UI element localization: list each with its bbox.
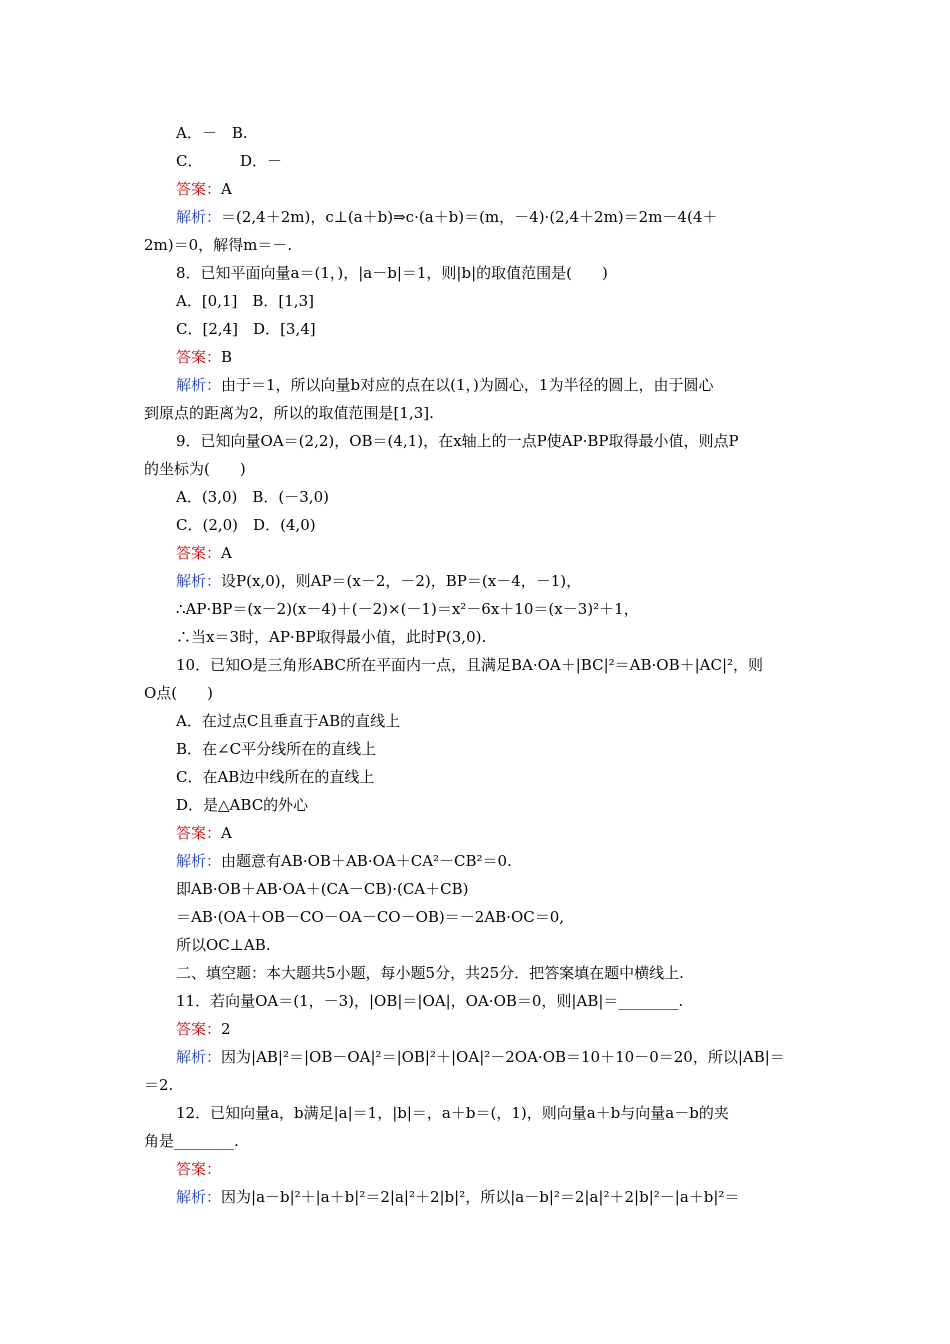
q7-exp1: ＝(2,4＋2m)，c⊥(a＋b)⇒c·(a＋b)＝(m，－4)·(2,4＋2m)＝2m－4(4＋ xyxy=(221,208,718,226)
explanation-label: 解析： xyxy=(176,1188,222,1206)
q11-answer-value: 2 xyxy=(221,1020,231,1038)
q7-options-ab: A．－ B. xyxy=(176,124,248,142)
q7-explanation-line1 xyxy=(176,207,717,227)
q7-explanation-line2: 2m)＝0，解得m＝－. xyxy=(144,236,293,254)
q10-answer xyxy=(176,823,232,843)
q9-options-cd: C．(2,0) D．(4,0) xyxy=(176,516,316,534)
q10-explanation-line4: 所以OC⊥AB. xyxy=(176,936,271,954)
q12-answer xyxy=(176,1159,221,1179)
q8-options-ab: A．[0,1] B．[1,3] xyxy=(176,292,314,310)
answer-label: 答案： xyxy=(176,544,222,562)
q7-answer-value: A xyxy=(221,180,232,198)
q11-explanation-line1 xyxy=(176,1047,785,1067)
q11-explanation-line2: ＝2. xyxy=(144,1076,174,1094)
q10-answer-value: A xyxy=(221,824,232,842)
explanation-label: 解析： xyxy=(176,852,222,870)
q10-option-b: B．在∠C平分线所在的直线上 xyxy=(176,740,377,758)
q9-explanation-line3: ∴当x＝3时，AP·BP取得最小值，此时P(3,0). xyxy=(176,628,487,646)
q10-exp1: 由题意有AB·OB＋AB·OA＋CA²－CB²＝0. xyxy=(221,852,512,870)
q11-answer xyxy=(176,1019,231,1039)
q7-answer xyxy=(176,179,232,199)
q10-explanation-line3: ＝AB·(OA＋OB－CO－OA－CO－OB)＝－2AB·OC＝0, xyxy=(176,908,565,926)
q9-answer xyxy=(176,543,232,563)
answer-label: 答案： xyxy=(176,180,222,198)
q8-explanation-line1 xyxy=(176,375,713,395)
q12-stem-line2: 角是________. xyxy=(144,1132,239,1150)
explanation-label: 解析： xyxy=(176,208,222,226)
q9-exp1: 设P(x,0)，则AP＝(x－2，－2)，BP＝(x－4，－1)， xyxy=(221,572,582,590)
q8-stem: 8．已知平面向量a＝(1，)，|a－b|＝1，则|b|的取值范围是( ) xyxy=(176,264,608,282)
q12-explanation-line1 xyxy=(176,1187,739,1207)
explanation-label: 解析： xyxy=(176,572,222,590)
q11-exp1: 因为|AB|²＝|OB－OA|²＝|OB|²＋|OA|²－2OA·OB＝10＋10－0＝20，所以|AB|＝ xyxy=(221,1048,785,1066)
q12-exp1: 因为|a－b|²＋|a＋b|²＝2|a|²＋2|b|²，所以|a－b|²＝2|a|²＋2|b|²－|a＋b|²＝ xyxy=(221,1188,740,1206)
q9-stem-line2: 的坐标为( ) xyxy=(144,460,246,478)
q8-answer-value: B xyxy=(221,348,233,366)
q10-option-c: C．在AB边中线所在的直线上 xyxy=(176,768,375,786)
answer-label: 答案： xyxy=(176,1160,222,1178)
q10-explanation-line2: 即AB·OB＋AB·OA＋(CA－CB)·(CA＋CB) xyxy=(176,880,469,898)
q9-stem-line1: 9．已知向量OA＝(2,2)，OB＝(4,1)，在x轴上的一点P使AP·BP取得最小值，则点P xyxy=(176,432,739,450)
q9-answer-value: A xyxy=(221,544,232,562)
explanation-label: 解析： xyxy=(176,376,222,394)
q10-stem-line1: 10．已知O是三角形ABC所在平面内一点，且满足BA·OA＋|BC|²＝AB·OB＋|AC|²，则 xyxy=(176,656,764,674)
q8-options-cd: C．[2,4] D．[3,4] xyxy=(176,320,316,338)
q9-options-ab: A．(3,0) B．(－3,0) xyxy=(176,488,329,506)
q10-option-d: D．是△ABC的外心 xyxy=(176,796,309,814)
explanation-label: 解析： xyxy=(176,1048,222,1066)
q9-explanation-line1 xyxy=(176,571,581,591)
section-heading-fill-in: 二、填空题：本大题共5小题，每小题5分，共25分．把答案填在题中横线上. xyxy=(176,964,684,982)
q8-exp1: 由于＝1，所以向量b对应的点在以(1，)为圆心，1为半径的圆上，由于圆心 xyxy=(221,376,714,394)
q10-explanation-line1 xyxy=(176,851,512,871)
q11-stem: 11．若向量OA＝(1，－3)，|OB|＝|OA|，OA·OB＝0，则|AB|＝________. xyxy=(176,992,684,1010)
answer-label: 答案： xyxy=(176,1020,222,1038)
answer-label: 答案： xyxy=(176,348,222,366)
q10-option-a: A．在过点C且垂直于AB的直线上 xyxy=(176,712,401,730)
q8-explanation-line2: 到原点的距离为2，所以的取值范围是[1,3]. xyxy=(144,404,434,422)
q9-explanation-line2: ∴AP·BP＝(x－2)(x－4)＋(－2)×(－1)＝x²－6x＋10＝(x－3)²＋1， xyxy=(176,600,639,618)
q10-stem-line2: O点( ) xyxy=(144,684,214,702)
q12-stem-line1: 12．已知向量a，b满足|a|＝1，|b|＝，a＋b＝(，1)，则向量a＋b与向量a－b的夹 xyxy=(176,1104,729,1122)
answer-label: 答案： xyxy=(176,824,222,842)
q8-answer xyxy=(176,347,232,367)
q7-options-cd: C． D．－ xyxy=(176,152,283,170)
